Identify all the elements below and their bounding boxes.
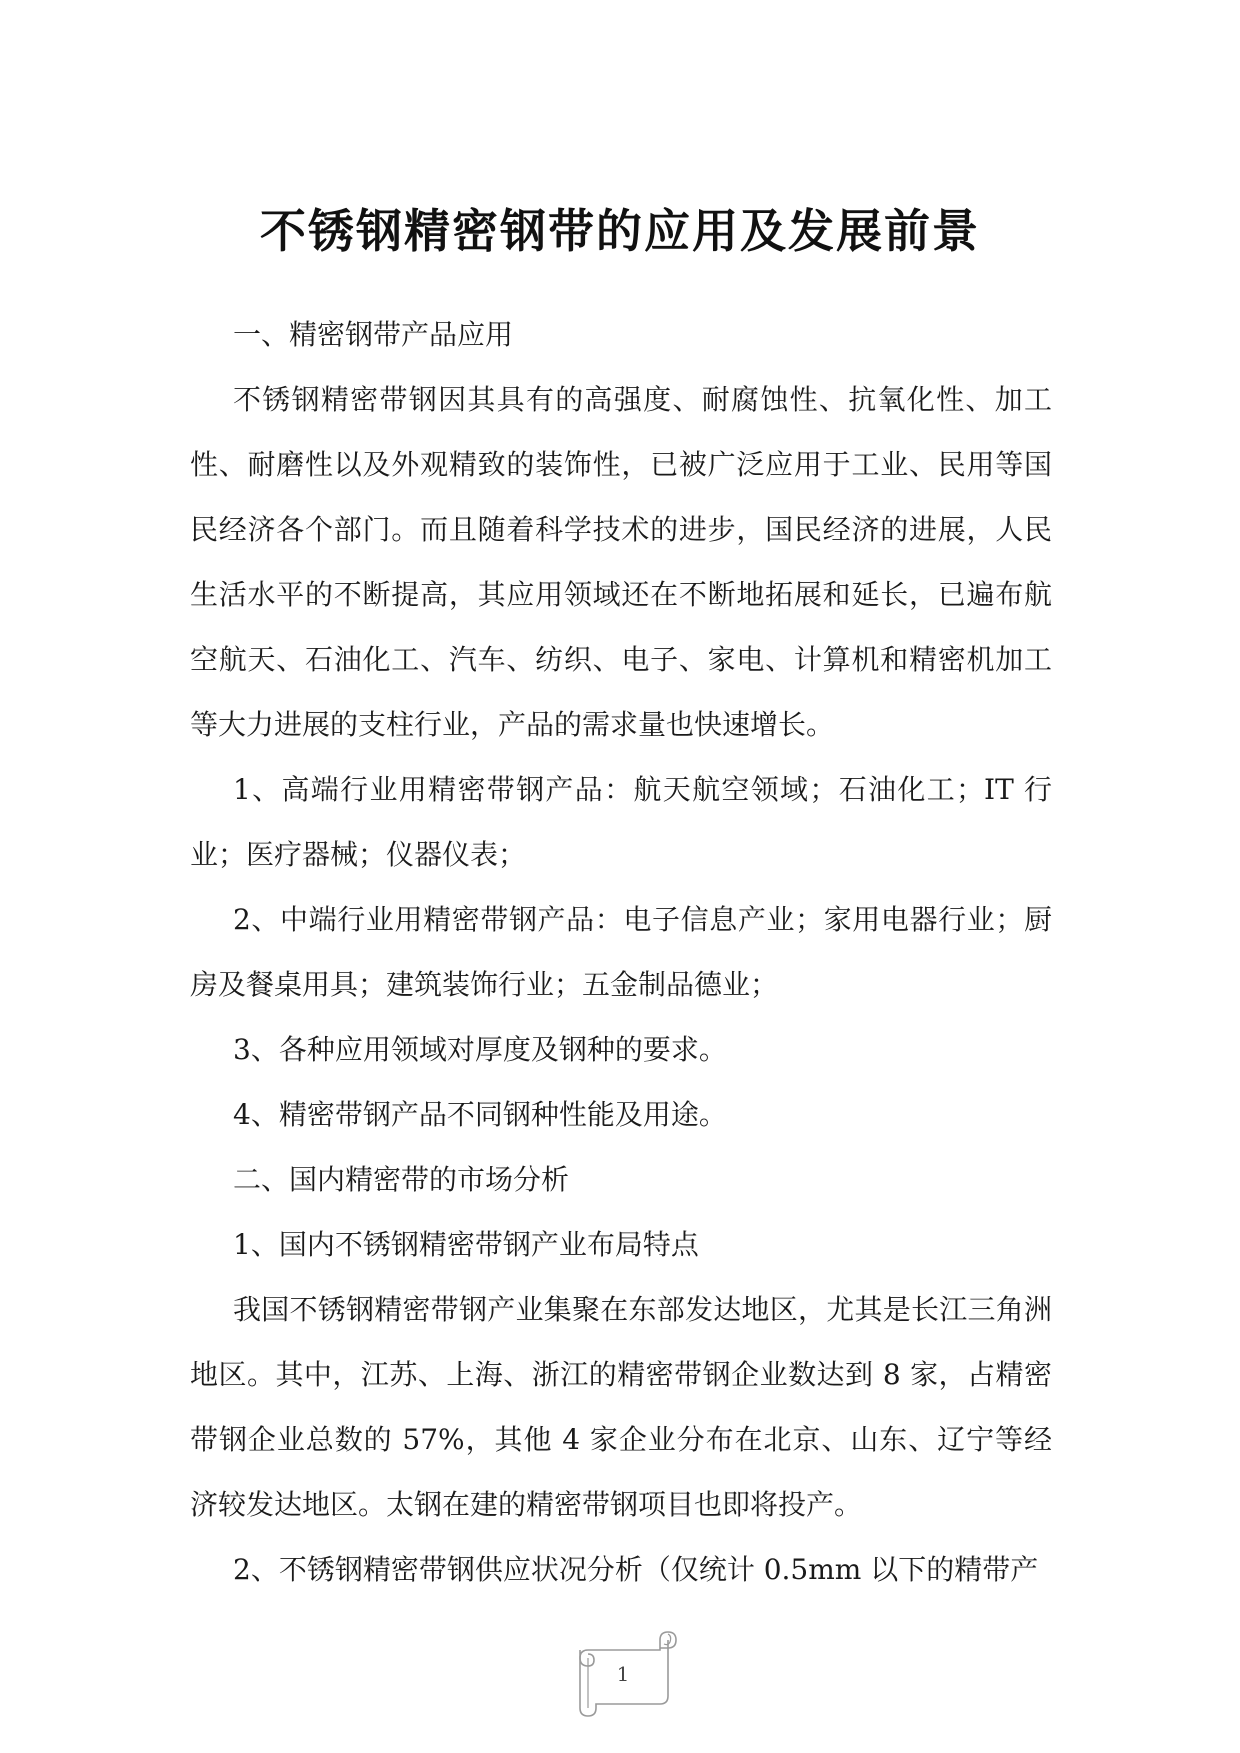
section-heading-2: 二、国内精密带的市场分析 <box>233 1163 570 1196</box>
document-title: 不锈钢精密钢带的应用及发展前景 <box>260 204 980 258</box>
section-heading-1: 一、精密钢带产品应用 <box>233 318 514 351</box>
page-footer <box>568 1628 678 1718</box>
list-item-high-end: 1、高端行业用精密带钢产品：航天航空领域；石油化工；IT 行业；医疗器械；仪器仪表； <box>190 773 1052 871</box>
list-item-mid-end: 2、中端行业用精密带钢产品：电子信息产业；家用电器行业；厨房及餐桌用具；建筑装饰行业；五金制品德业； <box>190 903 1052 1001</box>
page-number: 1 <box>616 1662 630 1686</box>
subsection-heading-layout: 1、国内不锈钢精密带钢产业布局特点 <box>233 1228 699 1261</box>
subsection-heading-supply: 2、不锈钢精密带钢供应状况分析（仅统计 0.5mm 以下的精带产 <box>233 1553 1039 1586</box>
paragraph-layout: 我国不锈钢精密带钢产业集聚在东部发达地区，尤其是长江三角洲地区。其中，江苏、上海、浙江的精密带钢企业数达到 8 家，占精密带钢企业总数的 57%，其他 4 家企业分布在北京、山东、辽宁等经济较发达地区。太钢在建的精密带钢项目也即将投产。 <box>190 1293 1052 1521</box>
paragraph-application: 不锈钢精密带钢因其具有的高强度、耐腐蚀性、抗氧化性、加工性、耐磨性以及外观精致的装饰性，已被广泛应用于工业、民用等国民经济各个部门。而且随着科学技术的进步，国民经济的进展，人民生活水平的不断提高，其应用领域还在不断地拓展和延长，已遍布航空航天、石油化工、汽车、纺织、电子、家电、计算机和精密机加工等大力进展的支柱行业，产品的需求量也快速增长。 <box>190 383 1052 741</box>
list-item-steel-grades: 4、精密带钢产品不同钢种性能及用途。 <box>233 1098 727 1131</box>
document-body <box>190 302 1052 1602</box>
list-item-thickness: 3、各种应用领域对厚度及钢种的要求。 <box>233 1033 727 1066</box>
